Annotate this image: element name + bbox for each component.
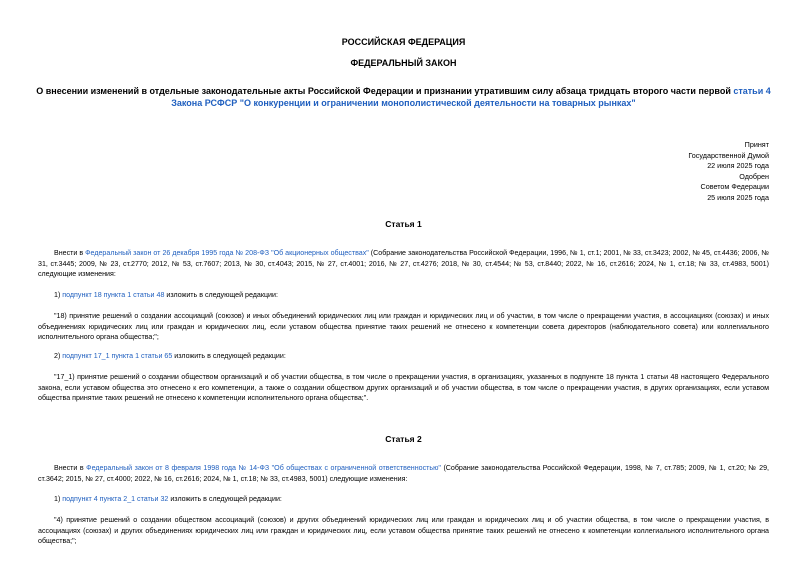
article-2-item-1-heading (54, 494, 282, 505)
country-heading: РОССИЙСКАЯ ФЕДЕРАЦИЯ (341, 37, 466, 47)
article-2-item-1-suffix: изложить в следующей редакции: (168, 495, 282, 503)
council-date: 25 июля 2025 года (707, 192, 769, 202)
title-link-rsfsr-law[interactable]: Закона РСФСР "О конкуренции и ограничении монополистической деятельности на товарных рынках" (171, 98, 636, 108)
article-1-intro-suffix: (Собрание законодательства Российской Федерации, 1996, № 1, ст.1; 2001, № 33, ст.3423; 2002, № 45, ст.4436; 2006, № 31, ст.3445; 2009, № 23, ст.2770; 2012, № 53, ст.7607; 2013, № 30, ст.4043; 2015, № 27, ст.4001; 2016, № 27, ст.4276; 2018, № 30, ст.4544; № 53, ст.8440; 2022, № 16, ст.2616; 2024, № 1, ст.18; № 33, ст.4983, 5001) следующие изменения: (38, 249, 769, 279)
article-2-law-link[interactable]: Федеральный закон от 8 февраля 1998 года № 14-ФЗ "Об обществах с ограниченной ответственностью" (86, 464, 441, 472)
article-2-intro (38, 463, 769, 484)
approved-label: Одобрен (739, 171, 769, 181)
article-2-intro-prefix: Внести в (54, 464, 87, 472)
article-1-item-1-link[interactable]: подпункт 18 пункта 1 статьи 48 (62, 291, 165, 299)
title-link-article-4[interactable]: статьи 4 (733, 86, 771, 96)
article-1-intro-prefix: Внести в (54, 249, 86, 257)
doc-type-heading: ФЕДЕРАЛЬНЫЙ ЗАКОН (350, 58, 457, 68)
article-1-law-link[interactable]: Федеральный закон от 26 декабря 1995 года № 208-ФЗ "Об акционерных обществах" (85, 249, 369, 257)
article-2-intro-suffix: (Собрание законодательства Российской Федерации, 1998, № 7, ст.785; 2009, № 1, ст.20; № 29, ст.3642; 2015, № 27, ст.4000; 2022, № 16, ст.2616; 2024, № 1, ст.18; № 33, ст.4983, 5001) следующие изменения: (38, 464, 769, 483)
article-2-item-1-link[interactable]: подпункт 4 пункта 2_1 статьи 32 (62, 495, 169, 503)
article-2-heading: Статья 2 (385, 434, 422, 444)
article-2-item-1-prefix: 1) (54, 495, 63, 503)
article-1-heading: Статья 1 (385, 219, 422, 229)
law-title-text: О внесении изменений в отдельные законодательные акты Российской Федерации и признании утратившим силу абзаца тридцать второго части первой (36, 86, 734, 96)
article-1-item-2-text: "17_1) принятие решений о создании обществом организаций и об участии общества, в том числе о прекращении участия, в организациях, указанных в подпункте 18 пункта 1 статьи 48 настоящего Федерального закона, если уставом общества это отнесено к его компетенции, а также о создании обществом других организаций и об участии общества, в том числе о прекращении участия, в других организациях, если уставом общества принятие таких решений не отнесено к компетенции исполнительного органа общества;". (38, 373, 769, 403)
article-2-item-1-text: "4) принятие решений о создании обществом ассоциаций (союзов) и других объединений юридических лиц или граждан и юридических лиц и об участии общества, в том числе о прекращении участия, в ассоциациях (союзах) и других объединениях юридических лиц или граждан и юридических лиц, если уставом общества принятие таких решений не отнесено к компетенции коллегиального исполнительного органа общества;"; (38, 516, 769, 546)
article-1-item-2-suffix: изложить в следующей редакции: (172, 352, 286, 360)
article-1-intro (38, 248, 769, 280)
article-1-item-1-text: "18) принятие решений о создании ассоциаций (союзов) и иных объединений юридических лиц или граждан и юридических лиц и об участии, в том числе о прекращении участия, в ассоциациях (союзах) и иных объединениях юридических лиц или граждан и юридических лиц, если уставом общества принятие таких решений не отнесено к компетенции совета директоров (наблюдательного совета) или коллегиального исполнительного органа общества;"; (38, 312, 769, 342)
article-1-item-1-heading (54, 290, 278, 301)
duma-date: 22 июля 2025 года (707, 161, 769, 170)
article-1-item-1-prefix: 1) (54, 291, 63, 299)
accepted-by-duma: Государственной Думой (688, 150, 769, 160)
approved-by-council: Советом Федерации (700, 182, 769, 191)
law-title (30, 85, 777, 109)
article-1-item-2-link[interactable]: подпункт 17_1 пункта 1 статьи 65 (62, 352, 173, 360)
acceptance-block (569, 140, 769, 203)
accepted-label: Принят (744, 140, 769, 149)
article-1-item-1-suffix: изложить в следующей редакции: (164, 291, 278, 299)
article-1-item-2-heading (54, 351, 286, 362)
article-1-item-2-prefix: 2) (54, 352, 63, 360)
